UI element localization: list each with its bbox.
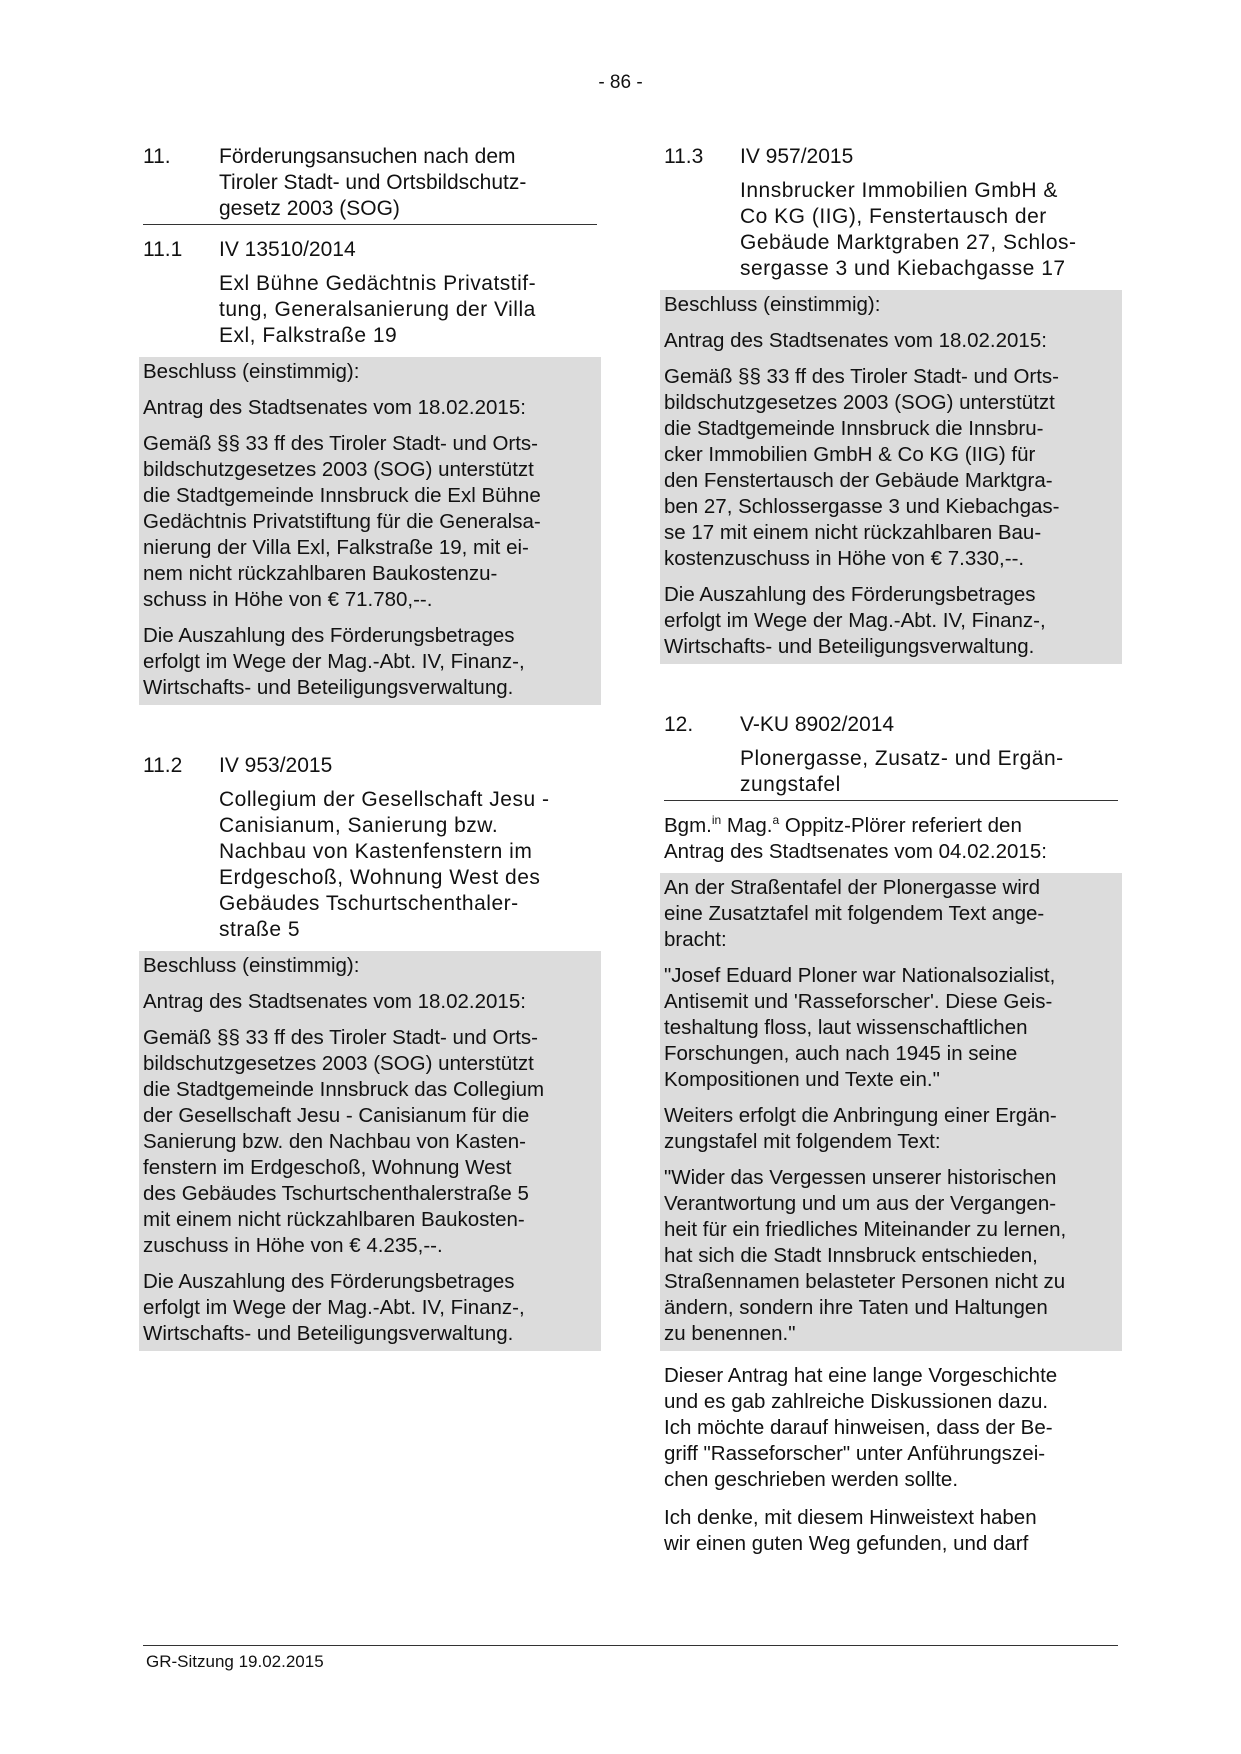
section-title: Förderungsansuchen nach dem Tiroler Stadt- und Ortsbildschutz- gesetz 2003 (SOG) (219, 145, 527, 220)
section-11-3-heading (664, 144, 1118, 170)
section-12-heading (664, 712, 1118, 738)
section-number: 12. (664, 713, 694, 736)
resolution-text: Gemäß §§ 33 ff des Tiroler Stadt- und Orts- bildschutzgesetzes 2003 (SOG) unterstützt die Stadtgemeinde Innsbruck die Innsbru- cker Immobilien GmbH & Co KG (IIG) für den Fenstertausch der Gebäude Marktgra- ben 27, Schlossergasse 3 und Kiebachgas- se 17 mit einem nicht rückzahlbaren Bau- kostenzuschuss in Höhe von € 7.330,--. (664, 365, 1060, 570)
section-number: 11.3 (664, 145, 704, 168)
payout-text: Die Auszahlung des Förderungsbetrages erfolgt im Wege der Mag.-Abt. IV, Finanz-, Wirtschafts- und Beteiligungsverwaltung. (143, 624, 525, 699)
section-subject: Innsbrucker Immobilien GmbH & Co KG (IIG), Fenstertausch der Gebäude Marktgraben 27, Schlos- sergasse 3 und Kiebachgasse 17 (740, 179, 1077, 280)
section-reference: V-KU 8902/2014 (740, 713, 895, 736)
right-column (664, 144, 1118, 1557)
section-reference: IV 13510/2014 (219, 238, 356, 261)
section-11-2-heading (143, 753, 597, 779)
resolution-label: Beschluss (einstimmig): (664, 293, 881, 316)
section-subject: Plonergasse, Zusatz- und Ergän- zungstafel (664, 746, 1118, 801)
motion-line: Antrag des Stadtsenates vom 18.02.2015: (143, 396, 526, 419)
section-11-1-heading (143, 237, 597, 263)
resolution-block (139, 357, 601, 705)
speech-paragraph: Dieser Antrag hat eine lange Vorgeschichte und es gab zahlreiche Diskussionen dazu. Ich möchte darauf hinweisen, dass der Be- griff "Rasseforscher" unter Anführungszei- chen geschrieben werden sollte. (664, 1364, 1058, 1491)
section-subject: Collegium der Gesellschaft Jesu - Canisianum, Sanierung bzw. Nachbau von Kastenfenstern im Erdgeschoß, Wohnung West des Gebäudes Tschurtschenthaler- straße 5 (219, 788, 550, 941)
motion-line: Antrag des Stadtsenates vom 18.02.2015: (143, 990, 526, 1013)
section-number: 11. (143, 145, 171, 168)
resolution-text: Gemäß §§ 33 ff des Tiroler Stadt- und Orts- bildschutzgesetzes 2003 (SOG) unterstützt die Stadtgemeinde Innsbruck das Collegium der Gesellschaft Jesu - Canisianum für die Sanierung bzw. den Nachbau von Kasten- fenstern im Erdgeschoß, Wohnung West des Gebäudes Tschurtschenthalerstraße 5 mit einem nicht rückzahlbaren Baukosten- zuschuss in Höhe von € 4.235,--. (143, 1026, 545, 1257)
section-reference: IV 957/2015 (740, 145, 854, 168)
footer-rule (143, 1645, 1118, 1646)
section-number: 11.1 (143, 238, 183, 261)
sign-text-quote: "Wider das Vergessen unserer historischen Verantwortung und um aus der Vergangen- heit für ein friedliches Miteinander zu lernen, hat sich die Stadt Innsbruck entschieden, Straßennamen belasteter Personen nicht zu ändern, sondern ihre Taten und Haltungen zu benennen." (664, 1166, 1067, 1345)
speaker-intro: Bgm.$^{in}$ Mag.$^a$ Oppitz-Plörer referiert den Antrag des Stadtsenates vom 04.02.2015: (664, 813, 1047, 863)
section-subject: Exl Bühne Gedächtnis Privatstif- tung, Generalsanierung der Villa Exl, Falkstraße 19 (219, 272, 537, 347)
footer-text: GR-Sitzung 19.02.2015 (146, 1652, 324, 1671)
speech-paragraph: Ich denke, mit diesem Hinweistext haben wir einen guten Weg gefunden, und darf (664, 1506, 1037, 1555)
resolution-text: Gemäß §§ 33 ff des Tiroler Stadt- und Orts- bildschutzgesetzes 2003 (SOG) unterstützt die Stadtgemeinde Innsbruck die Exl Bühne Gedächtnis Privatstiftung für die Generalsa- nierung der Villa Exl, Falkstraße 19, mit ei- nem nicht rückzahlbaren Baukostenzu- schuss in Höhe von € 71.780,--. (143, 432, 541, 611)
motion-paragraph: Weiters erfolgt die Anbringung einer Ergän- zungstafel mit folgendem Text: (664, 1104, 1057, 1153)
page-number: - 86 - (598, 72, 643, 93)
sign-text-quote: "Josef Eduard Ploner war Nationalsozialist, Antisemit und 'Rasseforscher'. Diese Geis- teshaltung floss, laut wissenschaftlichen Forschungen, auch nach 1945 in seine Kompositionen und Texte ein." (664, 964, 1056, 1091)
motion-block (660, 873, 1122, 1351)
resolution-block (660, 290, 1122, 664)
section-number: 11.2 (143, 754, 183, 777)
payout-text: Die Auszahlung des Förderungsbetrages erfolgt im Wege der Mag.-Abt. IV, Finanz-, Wirtschafts- und Beteiligungsverwaltung. (664, 583, 1046, 658)
resolution-label: Beschluss (einstimmig): (143, 360, 360, 383)
left-column (143, 144, 597, 1351)
payout-text: Die Auszahlung des Förderungsbetrages erfolgt im Wege der Mag.-Abt. IV, Finanz-, Wirtschafts- und Beteiligungsverwaltung. (143, 1270, 525, 1345)
motion-paragraph: An der Straßentafel der Plonergasse wird eine Zusatztafel mit folgendem Text ange- bracht: (664, 876, 1045, 951)
section-reference: IV 953/2015 (219, 754, 333, 777)
motion-line: Antrag des Stadtsenates vom 18.02.2015: (664, 329, 1047, 352)
section-11-heading (143, 144, 597, 225)
resolution-block (139, 951, 601, 1351)
resolution-label: Beschluss (einstimmig): (143, 954, 360, 977)
